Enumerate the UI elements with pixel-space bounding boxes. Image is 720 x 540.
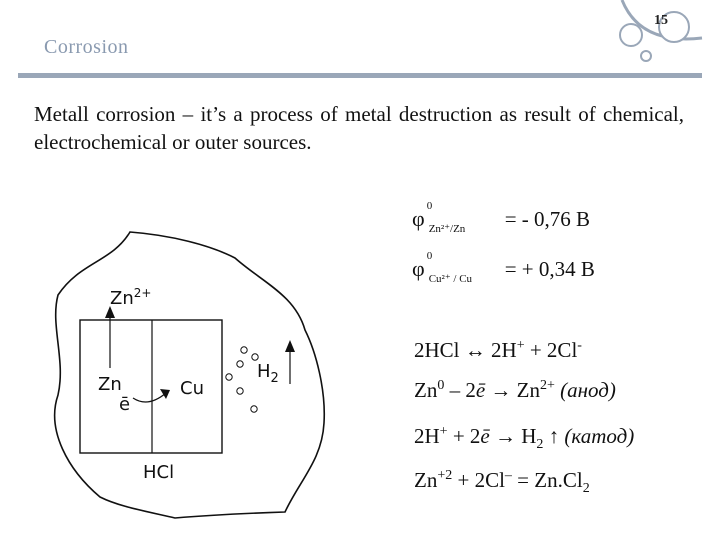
potential-cu-sup: 0: [426, 250, 433, 263]
zn-ion-label: $Zn^{2+}$: [110, 286, 152, 309]
cu-electrode-label: Cu: [180, 378, 204, 399]
zn-ion-charge: 2+: [133, 286, 152, 300]
potential-zn-sup: 0: [426, 200, 433, 213]
h2-bubble: [237, 361, 243, 367]
potential-cu-couple: Cu²⁺ / Cu: [428, 273, 473, 286]
zn-electrode-label: Zn: [98, 374, 122, 395]
potential-cu-symbol: φ: [412, 256, 425, 281]
potential-zn: [412, 200, 591, 236]
equation-dissociation: 2HCl ↔ 2H+ + 2Cl-: [414, 338, 582, 362]
potential-zn-couple: Zn²⁺/Zn: [428, 223, 466, 236]
equation-anode: Zn$^0$ – 2ē → $Zn^{2+}$ (анод): [414, 378, 616, 402]
equation-cathode: 2H+ + 2ē → $H_2$ ↑ (катод): [414, 424, 635, 453]
h2-bubble: [241, 347, 247, 353]
potential-zn-symbol: φ: [412, 206, 425, 231]
potential-cu-value: = + 0,34 B: [504, 257, 595, 281]
h2-bubble: [252, 354, 258, 360]
potential-zn-value: = - 0,76 B: [504, 207, 591, 231]
h2-label-sub: 2: [270, 371, 279, 386]
anode-note: (анод): [554, 378, 616, 402]
h2-label: $H_2$: [257, 361, 279, 386]
h2-bubble: [226, 374, 232, 380]
potential-cu: [412, 250, 595, 286]
definition-text: Metall corrosion – it’s a process of metal destruction as result of chemical, electrochemical or outer sources.: [34, 102, 684, 154]
page-number: 15: [654, 13, 668, 28]
equation-overall: $Zn^{+2} + 2Cl^- = Zn.Cl_2$: [414, 468, 590, 497]
electrolyte-label: HCl: [143, 462, 175, 483]
electron-label: ē: [119, 394, 131, 415]
h2-bubble: [237, 388, 243, 394]
slide-title: Corrosion: [44, 36, 129, 58]
metal-piece-outline: [55, 232, 325, 518]
cathode-note: (катод): [564, 424, 635, 448]
h2-bubble: [251, 406, 257, 412]
